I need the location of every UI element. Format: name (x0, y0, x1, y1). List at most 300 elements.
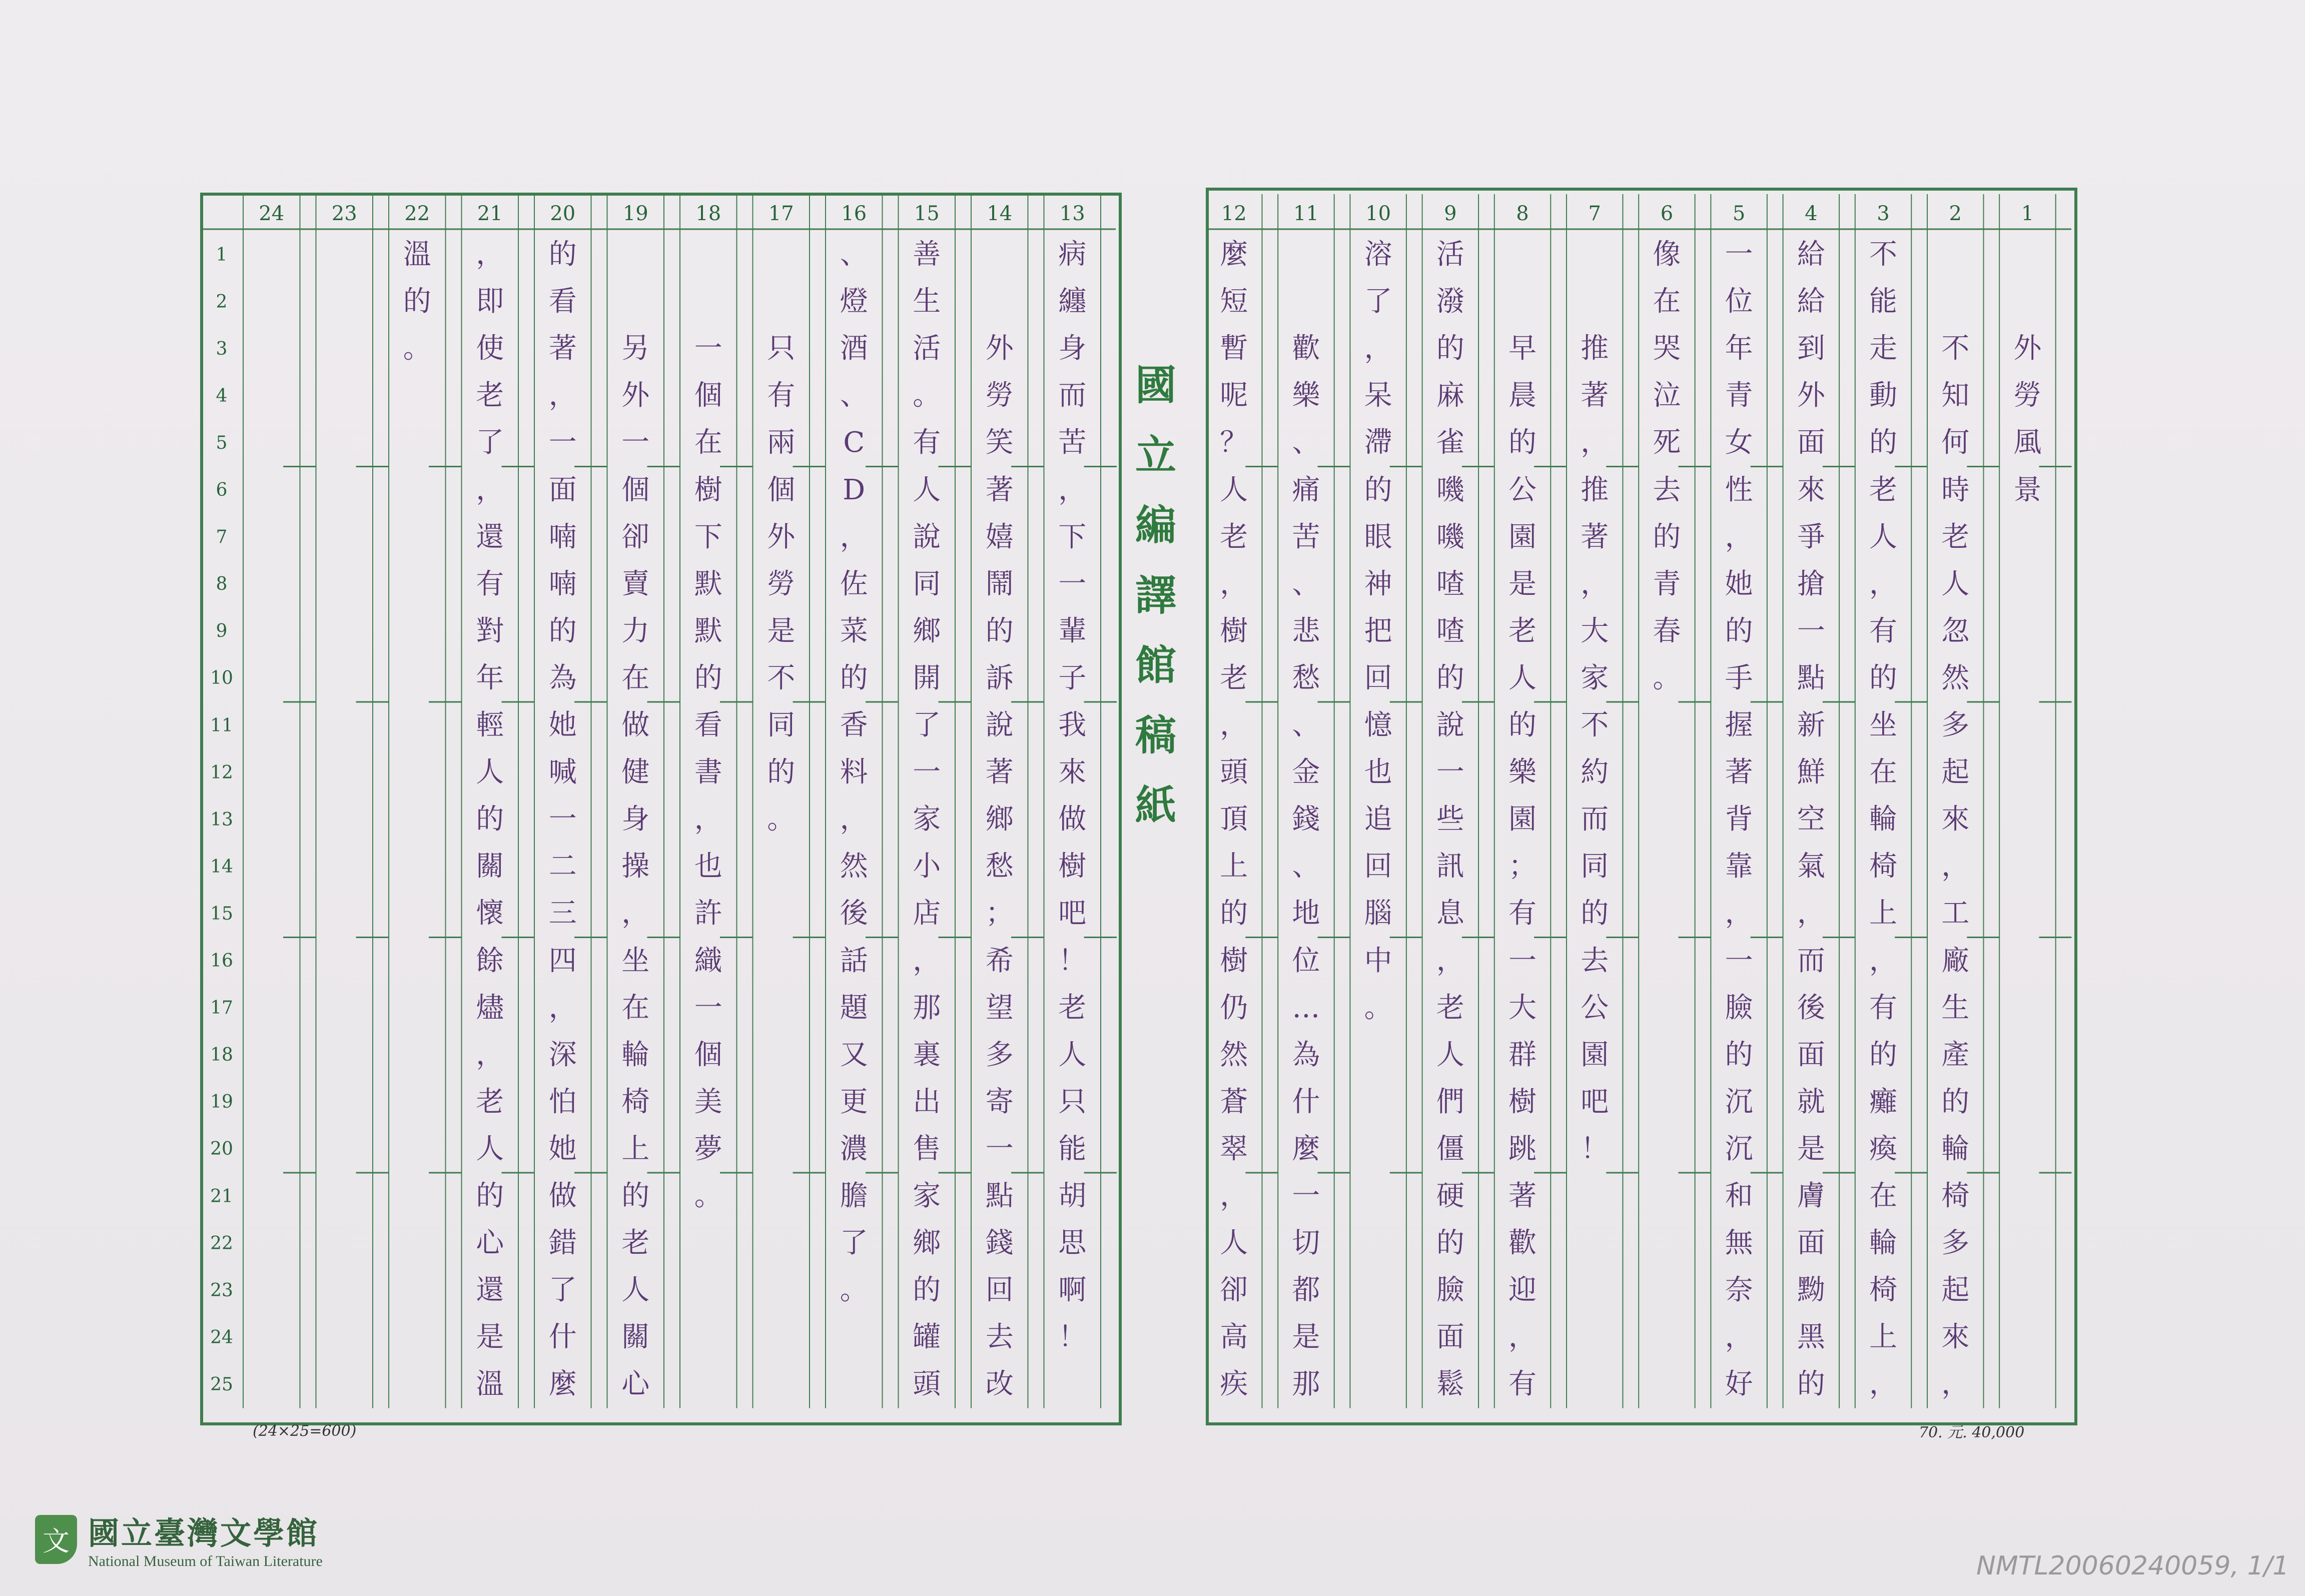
manuscript-char: 一 (1725, 238, 1753, 271)
manuscript-char: 然 (1941, 661, 1970, 694)
manuscript-char: 時 (1941, 473, 1970, 506)
row-number: 14 (210, 856, 233, 877)
manuscript-char: ， (1508, 1321, 1537, 1354)
manuscript-char: 默 (694, 614, 722, 647)
manuscript-char: 關 (476, 850, 504, 883)
manuscript-char: 做 (621, 709, 650, 742)
manuscript-char: ， (1220, 709, 1248, 742)
manuscript-char: 神 (1364, 567, 1392, 600)
manuscript-char: 外 (985, 332, 1014, 365)
manuscript-char: 青 (1653, 567, 1681, 600)
manuscript-char: 售 (913, 1132, 941, 1165)
manuscript-char: 思 (1058, 1227, 1087, 1260)
manuscript-char: 麻 (1436, 379, 1464, 412)
manuscript-char: 上 (1869, 1321, 1898, 1354)
manuscript-char: 個 (694, 379, 722, 412)
manuscript-char: 空 (1797, 803, 1825, 836)
manuscript-char: 喃 (548, 520, 577, 553)
manuscript-char: 希 (985, 944, 1014, 977)
manuscript-char: 。 (403, 332, 431, 365)
manuscript-char: 一 (1508, 944, 1537, 977)
manuscript-char: 鄉 (913, 1227, 941, 1260)
manuscript-char: 裏 (913, 1038, 941, 1071)
manuscript-char: 還 (476, 1274, 504, 1307)
manuscript-char: 上 (621, 1132, 650, 1165)
manuscript-char: 樹 (1220, 944, 1248, 977)
manuscript-char: 心 (621, 1368, 650, 1401)
manuscript-char: 上 (1220, 850, 1248, 883)
manuscript-char: 多 (1941, 709, 1970, 742)
manuscript-char: 使 (476, 332, 504, 365)
manuscript-char: 勞 (985, 379, 1014, 412)
manuscript-char: 椅 (1869, 1274, 1898, 1307)
manuscript-char: 個 (694, 1038, 722, 1071)
manuscript-char: 點 (985, 1180, 1014, 1213)
manuscript-char: ， (621, 897, 650, 930)
manuscript-char: 短 (1220, 285, 1248, 318)
manuscript-char: 位 (1292, 944, 1320, 977)
manuscript-char: 的 (767, 756, 796, 789)
manuscript-char: 像 (1653, 238, 1681, 271)
manuscript-char: 面 (1797, 1227, 1825, 1260)
manuscript-char: 她 (548, 1132, 577, 1165)
manuscript-char: 了 (548, 1274, 577, 1307)
manuscript-char: 望 (985, 991, 1014, 1024)
manuscript-char: 沉 (1725, 1132, 1753, 1165)
manuscript-char: 然 (1220, 1038, 1248, 1071)
manuscript-char: 切 (1292, 1227, 1320, 1260)
manuscript-char: 即 (476, 285, 504, 318)
manuscript-char: 纏 (1058, 285, 1087, 318)
manuscript-char: 多 (985, 1038, 1014, 1071)
manuscript-char: 到 (1797, 332, 1825, 365)
manuscript-char: 風 (2013, 426, 2042, 459)
manuscript-char: 個 (621, 473, 650, 506)
manuscript-char: 又 (840, 1038, 868, 1071)
manuscript-char: 老 (476, 1085, 504, 1118)
manuscript-char: 錯 (548, 1227, 577, 1260)
manuscript-char: 那 (913, 991, 941, 1024)
manuscript-char: 有 (1508, 1368, 1537, 1401)
manuscript-char: 性 (1725, 473, 1753, 506)
manuscript-char: 暫 (1220, 332, 1248, 365)
manuscript-char: 的 (1436, 332, 1464, 365)
manuscript-char: 佐 (840, 567, 868, 600)
manuscript-char: 酒 (840, 332, 868, 365)
manuscript-char: ， (1581, 567, 1609, 600)
paper-title-char: 國 (1135, 361, 1176, 409)
manuscript-char: 說 (985, 709, 1014, 742)
manuscript-char: 四 (548, 944, 577, 977)
manuscript-char: 起 (1941, 1274, 1970, 1307)
manuscript-char: 也 (1364, 756, 1392, 789)
manuscript-char: ， (840, 803, 868, 836)
manuscript-char: 關 (621, 1321, 650, 1354)
institution-logo (35, 1508, 323, 1570)
manuscript-char: 為 (548, 661, 577, 694)
manuscript-char: 嘰 (1436, 520, 1464, 553)
manuscript-char: 點 (1797, 661, 1825, 694)
manuscript-char: ， (1364, 332, 1392, 365)
manuscript-char: 的 (1869, 1038, 1898, 1071)
manuscript-char: 做 (1058, 803, 1087, 836)
manuscript-char: 的 (913, 1274, 941, 1307)
manuscript-char: ！ (1581, 1132, 1609, 1165)
manuscript-char: 、 (1292, 709, 1320, 742)
manuscript-char: 錢 (985, 1227, 1014, 1260)
manuscript-char: 的 (403, 285, 431, 318)
manuscript-char: 一 (548, 803, 577, 836)
manuscript-char: 力 (621, 614, 650, 647)
manuscript-char: 翠 (1220, 1132, 1248, 1165)
manuscript-char: 訴 (985, 661, 1014, 694)
manuscript-char: 人 (1058, 1038, 1087, 1071)
manuscript-char: ！ (1058, 1321, 1087, 1354)
manuscript-char: 年 (1725, 332, 1753, 365)
manuscript-char: 默 (694, 567, 722, 600)
manuscript-char: 背 (1725, 803, 1753, 836)
manuscript-char: 老 (1869, 473, 1898, 506)
manuscript-char: 輩 (1058, 614, 1087, 647)
row-number: 22 (210, 1233, 233, 1254)
row-number: 17 (210, 998, 233, 1019)
manuscript-char: ； (1508, 850, 1537, 883)
manuscript-char: 椅 (1869, 850, 1898, 883)
manuscript-char: 溶 (1364, 238, 1392, 271)
manuscript-char: 有 (767, 379, 796, 412)
manuscript-char: 生 (1941, 991, 1970, 1024)
manuscript-char: 新 (1797, 709, 1825, 742)
manuscript-char: 頭 (913, 1368, 941, 1401)
manuscript-char: 懷 (476, 897, 504, 930)
manuscript-char: 一 (985, 1132, 1014, 1165)
manuscript-char: 起 (1941, 756, 1970, 789)
column-number: 20 (550, 202, 576, 225)
manuscript-char: 了 (476, 426, 504, 459)
manuscript-char: 病 (1058, 238, 1087, 271)
manuscript-char: D (843, 473, 866, 506)
manuscript-char: 身 (621, 803, 650, 836)
manuscript-char: 一 (621, 426, 650, 459)
manuscript-char: 沉 (1725, 1085, 1753, 1118)
manuscript-char: 面 (1797, 1038, 1825, 1071)
manuscript-char: 。 (694, 1180, 722, 1213)
manuscript-char: 手 (1725, 661, 1753, 694)
manuscript-char: 胡 (1058, 1180, 1087, 1213)
manuscript-char: 是 (476, 1321, 504, 1354)
manuscript-char: 無 (1725, 1227, 1753, 1260)
manuscript-char: 硬 (1436, 1180, 1464, 1213)
manuscript-char: 不 (767, 661, 796, 694)
manuscript-char: 做 (548, 1180, 577, 1213)
paper-title-char: 編 (1135, 501, 1176, 549)
manuscript-char: 而 (1797, 944, 1825, 977)
manuscript-char: 織 (694, 944, 722, 977)
manuscript-char: 何 (1941, 426, 1970, 459)
column-number: 22 (404, 202, 430, 225)
manuscript-char: 上 (1869, 897, 1898, 930)
manuscript-char: 頂 (1220, 803, 1248, 836)
column-number: 16 (841, 202, 867, 225)
manuscript-char: 老 (1220, 520, 1248, 553)
manuscript-char: 愁 (1292, 661, 1320, 694)
manuscript-char: 的 (1220, 897, 1248, 930)
manuscript-char: 怕 (548, 1085, 577, 1118)
manuscript-char: 息 (1436, 897, 1464, 930)
manuscript-char: 善 (913, 238, 941, 271)
manuscript-char: ， (1725, 897, 1753, 930)
manuscript-char: 搶 (1797, 567, 1825, 600)
manuscript-char: 人 (1220, 473, 1248, 506)
manuscript-char: 人 (1508, 661, 1537, 694)
manuscript-char: 了 (913, 709, 941, 742)
manuscript-char: 群 (1508, 1038, 1537, 1071)
manuscript-char: 是 (1508, 567, 1537, 600)
manuscript-char: 了 (1364, 285, 1392, 318)
manuscript-char: 的 (1364, 473, 1392, 506)
manuscript-char: 動 (1869, 379, 1898, 412)
manuscript-char: 。 (1653, 661, 1681, 694)
column-number: 8 (1516, 202, 1529, 225)
manuscript-char: 把 (1364, 614, 1392, 647)
print-note: 70. 元. 40,000 (1919, 1424, 2025, 1441)
manuscript-char: 回 (985, 1274, 1014, 1307)
column-number: 5 (1732, 202, 1746, 225)
manuscript-char: 知 (1941, 379, 1970, 412)
manuscript-char: 家 (913, 1180, 941, 1213)
manuscript-char: 不 (1869, 238, 1898, 271)
manuscript-char: 園 (1508, 803, 1537, 836)
manuscript-char: 死 (1653, 426, 1681, 459)
manuscript-char: 訊 (1436, 850, 1464, 883)
manuscript-char: 餘 (476, 944, 504, 977)
manuscript-char: 人 (1941, 567, 1970, 600)
column-number: 24 (259, 202, 285, 225)
manuscript-char: 樂 (1508, 756, 1537, 789)
manuscript-char: 有 (1869, 614, 1898, 647)
manuscript-char: 金 (1292, 756, 1320, 789)
manuscript-char: 的 (1725, 1038, 1753, 1071)
manuscript-char: 、 (840, 238, 868, 271)
manuscript-char: 大 (1581, 614, 1609, 647)
manuscript-char: 菜 (840, 614, 868, 647)
manuscript-char: ， (1220, 567, 1248, 600)
manuscript-char: 操 (621, 850, 650, 883)
manuscript-char: 推 (1581, 332, 1609, 365)
manuscript-char: 說 (913, 520, 941, 553)
manuscript-char: 哭 (1653, 332, 1681, 365)
manuscript-char: 在 (1869, 756, 1898, 789)
manuscript-char: 苦 (1292, 520, 1320, 553)
manuscript-char: 臉 (1725, 991, 1753, 1024)
manuscript-char: 然 (840, 850, 868, 883)
manuscript-char: 面 (1436, 1321, 1464, 1354)
manuscript-char: 下 (1058, 520, 1087, 553)
manuscript-char: 悲 (1292, 614, 1320, 647)
manuscript-char: 人 (1220, 1227, 1248, 1260)
manuscript-char: 美 (694, 1085, 722, 1118)
manuscript-char: 有 (1508, 897, 1537, 930)
column-number: 14 (987, 202, 1013, 225)
manuscript-char: 店 (913, 897, 941, 930)
manuscript-char: 。 (913, 379, 941, 412)
manuscript-char: 外 (2013, 332, 2042, 365)
manuscript-char: 一 (913, 756, 941, 789)
manuscript-char: 身 (1058, 332, 1087, 365)
manuscript-char: 的 (1581, 897, 1609, 930)
manuscript-char: 不 (1941, 332, 1970, 365)
manuscript-char: ， (1220, 1180, 1248, 1213)
column-number: 11 (1293, 202, 1319, 225)
manuscript-char: 氣 (1797, 850, 1825, 883)
paper-title-char: 館 (1135, 641, 1176, 689)
manuscript-char: 老 (476, 379, 504, 412)
manuscript-char: 出 (913, 1085, 941, 1118)
manuscript-char: 家 (913, 803, 941, 836)
manuscript-char: 卻 (621, 520, 650, 553)
manuscript-char: 一 (1058, 567, 1087, 600)
manuscript-char: 好 (1725, 1368, 1753, 1401)
manuscript-char: 輕 (476, 709, 504, 742)
manuscript-char: 呢 (1220, 379, 1248, 412)
institution-name: 國立臺灣文學館 (88, 1515, 320, 1551)
manuscript-char: 大 (1508, 991, 1537, 1024)
manuscript-char: 的 (1797, 1368, 1825, 1401)
manuscript-char: 著 (1581, 520, 1609, 553)
institution-name-english: National Museum of Taiwan Literature (88, 1553, 323, 1569)
column-number: 2 (1949, 202, 1962, 225)
manuscript-char: ， (913, 944, 941, 977)
manuscript-char: 吧 (1058, 897, 1087, 930)
row-number: 8 (216, 574, 228, 595)
manuscript-char: 的 (476, 1180, 504, 1213)
manuscript-char: 雀 (1436, 426, 1464, 459)
manuscript-char: 老 (621, 1227, 650, 1260)
manuscript-char: 人 (476, 1132, 504, 1165)
manuscript-char: 樹 (694, 473, 722, 506)
manuscript-char: 而 (1058, 379, 1087, 412)
manuscript-char: 也 (694, 850, 722, 883)
row-number: 15 (210, 903, 233, 924)
manuscript-char: 許 (694, 897, 722, 930)
row-number: 16 (210, 951, 233, 972)
manuscript-char: ， (1581, 426, 1609, 459)
manuscript-char: 著 (985, 756, 1014, 789)
manuscript-char: 公 (1508, 473, 1537, 506)
manuscript-char: 。 (840, 1274, 868, 1307)
manuscript-char: 去 (1653, 473, 1681, 506)
manuscript-char: 老 (1436, 991, 1464, 1024)
row-number: 24 (210, 1327, 233, 1348)
manuscript-char: 歡 (1292, 332, 1320, 365)
manuscript-char: 、 (840, 379, 868, 412)
manuscript-char: 的 (1436, 1227, 1464, 1260)
manuscript-char: 夢 (694, 1132, 722, 1165)
manuscript-char: 樹 (1220, 614, 1248, 647)
manuscript-char: 公 (1581, 991, 1609, 1024)
manuscript-char: 我 (1058, 709, 1087, 742)
paper-title-char: 立 (1135, 431, 1176, 479)
manuscript-char: 約 (1581, 756, 1609, 789)
manuscript-char: 苦 (1058, 426, 1087, 459)
manuscript-char: ， (476, 473, 504, 506)
manuscript-char: 都 (1292, 1274, 1320, 1307)
manuscript-char: 的 (548, 614, 577, 647)
manuscript-char: 膽 (840, 1180, 868, 1213)
manuscript-char: 喃 (548, 567, 577, 600)
manuscript-char: 仍 (1220, 991, 1248, 1024)
manuscript-char: 只 (767, 332, 796, 365)
manuscript-char: 早 (1508, 332, 1537, 365)
manuscript-char: 在 (694, 426, 722, 459)
manuscript-char: 一 (694, 332, 722, 365)
manuscript-char: 家 (1581, 661, 1609, 694)
museum-logo-icon: 文 (35, 1515, 77, 1564)
manuscript-char: ， (548, 379, 577, 412)
manuscript-char: 嘰 (1436, 473, 1464, 506)
manuscript-char: 瘓 (1869, 1132, 1898, 1165)
manuscript-char: 春 (1653, 614, 1681, 647)
column-number: 13 (1059, 202, 1085, 225)
manuscript-char: 滯 (1364, 426, 1392, 459)
manuscript-char: 錢 (1292, 803, 1320, 836)
manuscript-char: 笑 (985, 426, 1014, 459)
manuscript-char: 鬧 (985, 567, 1014, 600)
manuscript-char: 生 (913, 285, 941, 318)
manuscript-char: 的 (621, 1180, 650, 1213)
manuscript-char: ， (1941, 1368, 1970, 1401)
manuscript-char: ， (1941, 850, 1970, 883)
manuscript-char: 的 (1941, 1085, 1970, 1118)
manuscript-char: 青 (1725, 379, 1753, 412)
manuscript-char: 回 (1364, 661, 1392, 694)
manuscript-char: 園 (1581, 1038, 1609, 1071)
manuscript-char: 看 (548, 285, 577, 318)
manuscript-char: 頭 (1220, 756, 1248, 789)
manuscript-char: 鄉 (985, 803, 1014, 836)
manuscript-char: 著 (1508, 1180, 1537, 1213)
manuscript-char: 輪 (1869, 1227, 1898, 1260)
manuscript-char: 有 (1869, 991, 1898, 1024)
manuscript-char: 鬆 (1436, 1368, 1464, 1401)
manuscript-char: 個 (767, 473, 796, 506)
manuscript-char: 、 (1292, 850, 1320, 883)
manuscript-char: 中 (1364, 944, 1392, 977)
manuscript-char: 一 (1436, 756, 1464, 789)
manuscript-char: 、 (1292, 426, 1320, 459)
manuscript-char: 潑 (1436, 285, 1464, 318)
paper-title-char: 稿 (1135, 711, 1176, 759)
manuscript-char: 能 (1869, 285, 1898, 318)
manuscript-char: 推 (1581, 473, 1609, 506)
manuscript-char: 她 (1725, 567, 1753, 600)
manuscript-char: 喳 (1436, 614, 1464, 647)
manuscript-char: 吧 (1581, 1085, 1609, 1118)
row-number: 23 (210, 1280, 233, 1301)
manuscript-char: 更 (840, 1085, 868, 1118)
row-number: 18 (210, 1045, 233, 1066)
manuscript-char: 人 (621, 1274, 650, 1307)
manuscript-char: 的 (1508, 709, 1537, 742)
manuscript-char: 改 (985, 1368, 1014, 1401)
manuscript-char: 著 (1725, 756, 1753, 789)
manuscript-char: 什 (548, 1321, 577, 1354)
manuscript-char: 不 (1581, 709, 1609, 742)
manuscript-char: 臉 (1436, 1274, 1464, 1307)
manuscript-char: 的 (694, 661, 722, 694)
column-number: 19 (622, 202, 648, 225)
manuscript-char: 的 (476, 803, 504, 836)
